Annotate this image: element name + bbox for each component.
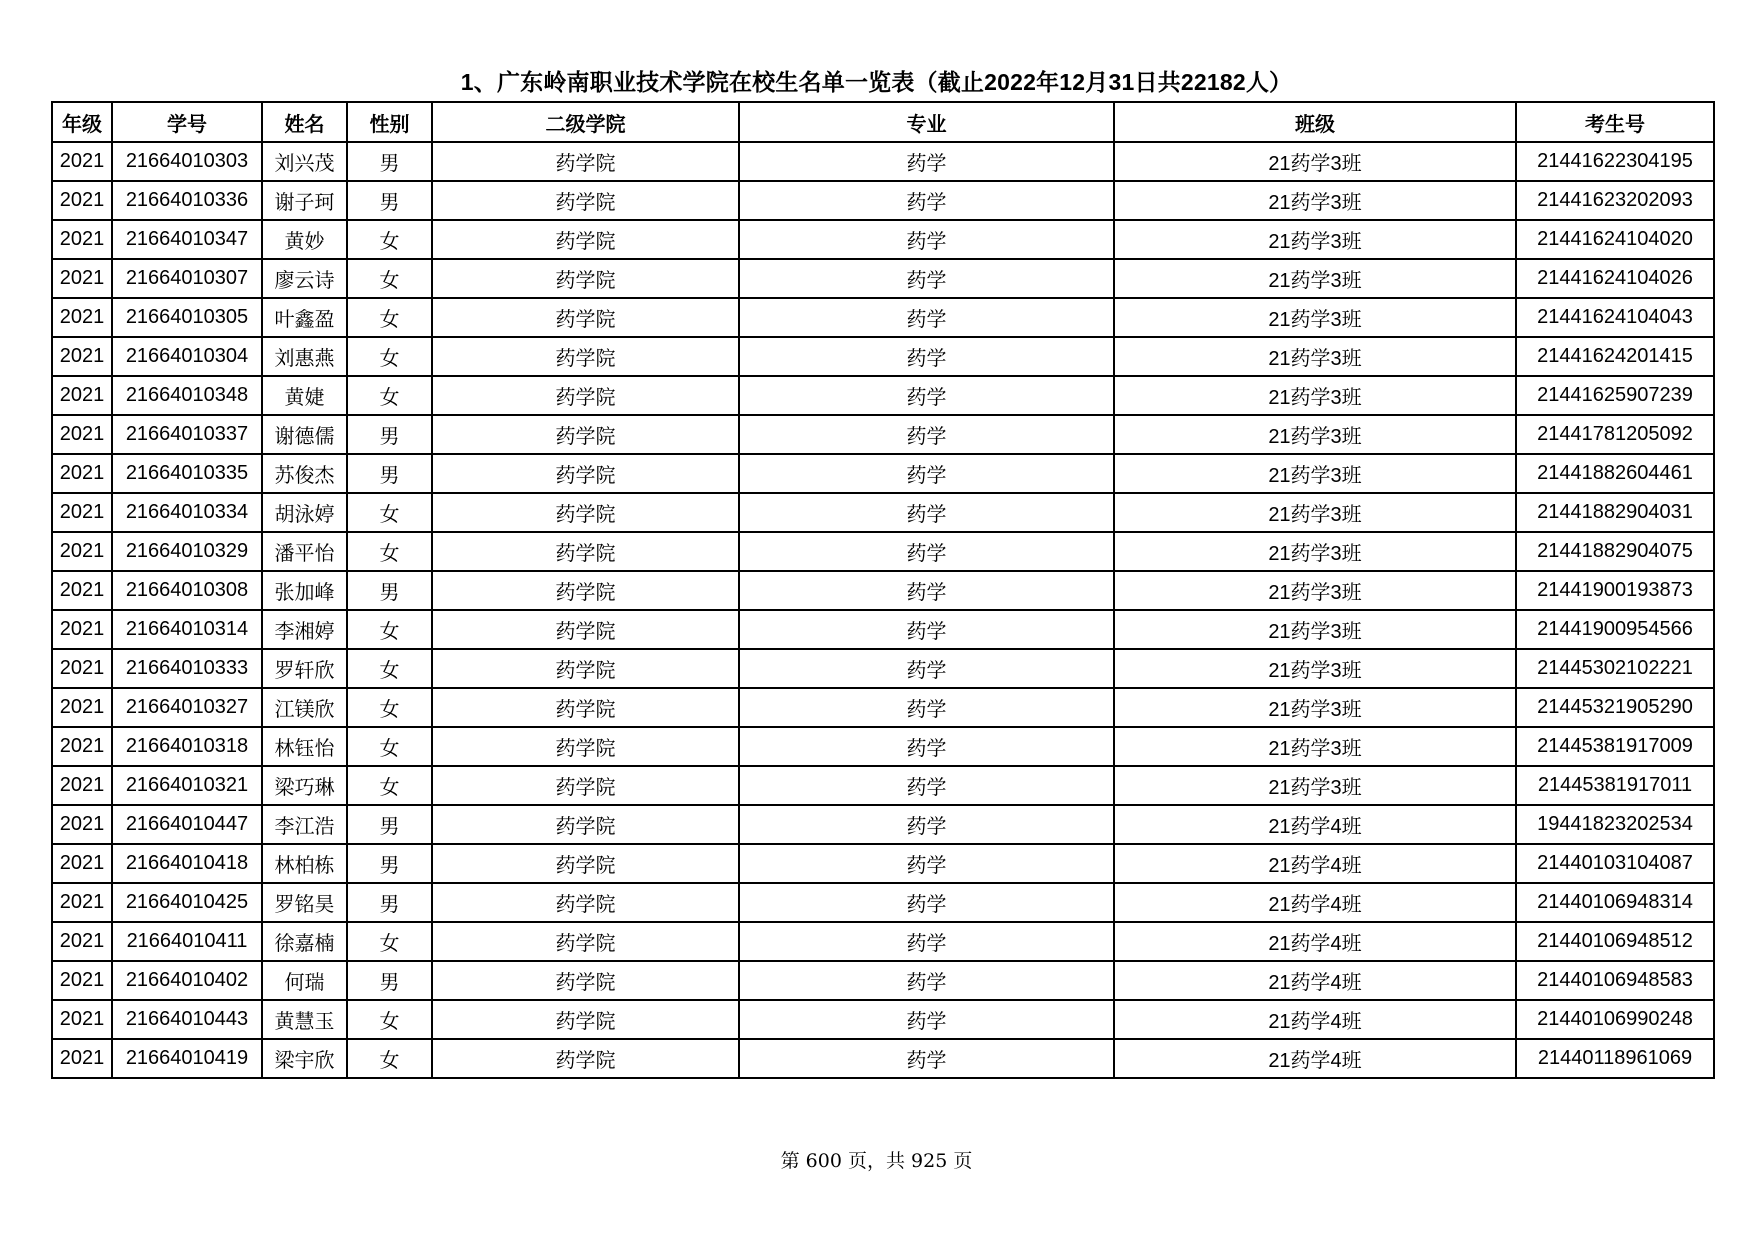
major-cell: 药学 (739, 415, 1114, 454)
college-cell: 药学院 (432, 220, 739, 259)
gender-cell: 女 (347, 1000, 432, 1039)
exam-number-cell: 21445321905290 (1516, 688, 1714, 727)
exam-number-cell: 21441624104026 (1516, 259, 1714, 298)
name-cell: 谢子珂 (262, 181, 347, 220)
exam-number-cell: 21440106948512 (1516, 922, 1714, 961)
gender-cell: 男 (347, 961, 432, 1000)
table-row (52, 688, 1714, 727)
class-cell: 21药学4班 (1114, 922, 1516, 961)
exam-number-cell: 21441623202093 (1516, 181, 1714, 220)
class-cell: 21药学3班 (1114, 610, 1516, 649)
grade-cell: 2021 (52, 493, 112, 532)
student-id-cell: 21664010303 (112, 142, 262, 181)
college-cell: 药学院 (432, 571, 739, 610)
college-cell: 药学院 (432, 454, 739, 493)
gender-cell: 女 (347, 766, 432, 805)
gender-cell: 女 (347, 922, 432, 961)
college-cell: 药学院 (432, 142, 739, 181)
name-cell: 胡泳婷 (262, 493, 347, 532)
name-cell: 刘惠燕 (262, 337, 347, 376)
grade-cell: 2021 (52, 142, 112, 181)
exam-number-cell: 19441823202534 (1516, 805, 1714, 844)
table-row (52, 844, 1714, 883)
name-cell: 何瑞 (262, 961, 347, 1000)
college-cell: 药学院 (432, 883, 739, 922)
student-id-cell: 21664010337 (112, 415, 262, 454)
header-class: 班级 (1114, 102, 1516, 142)
major-cell: 药学 (739, 571, 1114, 610)
student-id-cell: 21664010329 (112, 532, 262, 571)
gender-cell: 男 (347, 181, 432, 220)
exam-number-cell: 21441882904075 (1516, 532, 1714, 571)
document-title: 1、广东岭南职业技术学院在校生名单一览表（截止2022年12月31日共22182人） (460, 69, 1293, 95)
grade-cell: 2021 (52, 922, 112, 961)
class-cell: 21药学3班 (1114, 493, 1516, 532)
class-cell: 21药学4班 (1114, 1039, 1516, 1078)
college-cell: 药学院 (432, 922, 739, 961)
grade-cell: 2021 (52, 415, 112, 454)
grade-cell: 2021 (52, 532, 112, 571)
gender-cell: 女 (347, 688, 432, 727)
gender-cell: 女 (347, 376, 432, 415)
header-grade: 年级 (52, 102, 112, 142)
class-cell: 21药学3班 (1114, 727, 1516, 766)
major-cell: 药学 (739, 688, 1114, 727)
name-cell: 刘兴茂 (262, 142, 347, 181)
exam-number-cell: 21441624104020 (1516, 220, 1714, 259)
grade-cell: 2021 (52, 883, 112, 922)
gender-cell: 男 (347, 142, 432, 181)
major-cell: 药学 (739, 181, 1114, 220)
table-row (52, 181, 1714, 220)
student-id-cell: 21664010314 (112, 610, 262, 649)
gender-cell: 女 (347, 727, 432, 766)
major-cell: 药学 (739, 922, 1114, 961)
gender-cell: 男 (347, 844, 432, 883)
student-id-cell: 21664010335 (112, 454, 262, 493)
grade-cell: 2021 (52, 220, 112, 259)
name-cell: 潘平怡 (262, 532, 347, 571)
gender-cell: 男 (347, 805, 432, 844)
exam-number-cell: 21440118961069 (1516, 1039, 1714, 1078)
student-id-cell: 21664010321 (112, 766, 262, 805)
exam-number-cell: 21441882904031 (1516, 493, 1714, 532)
exam-number-cell: 21441625907239 (1516, 376, 1714, 415)
grade-cell: 2021 (52, 961, 112, 1000)
table-row (52, 805, 1714, 844)
student-id-cell: 21664010418 (112, 844, 262, 883)
table-row (52, 1039, 1714, 1078)
header-student-id: 学号 (112, 102, 262, 142)
major-cell: 药学 (739, 649, 1114, 688)
name-cell: 李湘婷 (262, 610, 347, 649)
major-cell: 药学 (739, 298, 1114, 337)
class-cell: 21药学3班 (1114, 688, 1516, 727)
student-id-cell: 21664010348 (112, 376, 262, 415)
gender-cell: 女 (347, 610, 432, 649)
grade-cell: 2021 (52, 766, 112, 805)
student-id-cell: 21664010318 (112, 727, 262, 766)
grade-cell: 2021 (52, 649, 112, 688)
grade-cell: 2021 (52, 1039, 112, 1078)
header-college: 二级学院 (432, 102, 739, 142)
class-cell: 21药学4班 (1114, 1000, 1516, 1039)
exam-number-cell: 21440103104087 (1516, 844, 1714, 883)
exam-number-cell: 21441900954566 (1516, 610, 1714, 649)
class-cell: 21药学3班 (1114, 649, 1516, 688)
grade-cell: 2021 (52, 805, 112, 844)
major-cell: 药学 (739, 259, 1114, 298)
class-cell: 21药学4班 (1114, 805, 1516, 844)
college-cell: 药学院 (432, 766, 739, 805)
class-cell: 21药学3班 (1114, 532, 1516, 571)
name-cell: 梁宇欣 (262, 1039, 347, 1078)
table-row (52, 649, 1714, 688)
grade-cell: 2021 (52, 259, 112, 298)
college-cell: 药学院 (432, 337, 739, 376)
page-footer: 第 600 页，共 925 页 (780, 1150, 973, 1172)
college-cell: 药学院 (432, 610, 739, 649)
class-cell: 21药学3班 (1114, 337, 1516, 376)
grade-cell: 2021 (52, 844, 112, 883)
class-cell: 21药学4班 (1114, 883, 1516, 922)
gender-cell: 男 (347, 883, 432, 922)
class-cell: 21药学4班 (1114, 844, 1516, 883)
major-cell: 药学 (739, 883, 1114, 922)
student-id-cell: 21664010411 (112, 922, 262, 961)
name-cell: 林钰怡 (262, 727, 347, 766)
table-row (52, 493, 1714, 532)
college-cell: 药学院 (432, 1039, 739, 1078)
student-roster-table (51, 101, 1715, 1079)
college-cell: 药学院 (432, 805, 739, 844)
name-cell: 罗轩欣 (262, 649, 347, 688)
name-cell: 李江浩 (262, 805, 347, 844)
class-cell: 21药学3班 (1114, 259, 1516, 298)
exam-number-cell: 21440106948583 (1516, 961, 1714, 1000)
table-row (52, 415, 1714, 454)
major-cell: 药学 (739, 337, 1114, 376)
grade-cell: 2021 (52, 1000, 112, 1039)
grade-cell: 2021 (52, 571, 112, 610)
grade-cell: 2021 (52, 376, 112, 415)
grade-cell: 2021 (52, 337, 112, 376)
exam-number-cell: 21445302102221 (1516, 649, 1714, 688)
exam-number-cell: 21441622304195 (1516, 142, 1714, 181)
table-row (52, 532, 1714, 571)
gender-cell: 女 (347, 493, 432, 532)
college-cell: 药学院 (432, 727, 739, 766)
gender-cell: 女 (347, 259, 432, 298)
major-cell: 药学 (739, 454, 1114, 493)
table-row (52, 922, 1714, 961)
header-name: 姓名 (262, 102, 347, 142)
student-id-cell: 21664010305 (112, 298, 262, 337)
student-id-cell: 21664010419 (112, 1039, 262, 1078)
name-cell: 廖云诗 (262, 259, 347, 298)
college-cell: 药学院 (432, 532, 739, 571)
major-cell: 药学 (739, 532, 1114, 571)
class-cell: 21药学3班 (1114, 181, 1516, 220)
name-cell: 梁巧琳 (262, 766, 347, 805)
name-cell: 黄慧玉 (262, 1000, 347, 1039)
table-row (52, 727, 1714, 766)
college-cell: 药学院 (432, 181, 739, 220)
major-cell: 药学 (739, 961, 1114, 1000)
exam-number-cell: 21440106990248 (1516, 1000, 1714, 1039)
gender-cell: 女 (347, 298, 432, 337)
college-cell: 药学院 (432, 298, 739, 337)
class-cell: 21药学3班 (1114, 220, 1516, 259)
grade-cell: 2021 (52, 688, 112, 727)
table-row (52, 298, 1714, 337)
class-cell: 21药学4班 (1114, 961, 1516, 1000)
gender-cell: 女 (347, 220, 432, 259)
table-row (52, 610, 1714, 649)
college-cell: 药学院 (432, 961, 739, 1000)
exam-number-cell: 21445381917009 (1516, 727, 1714, 766)
table-row (52, 454, 1714, 493)
name-cell: 黄婕 (262, 376, 347, 415)
college-cell: 药学院 (432, 376, 739, 415)
exam-number-cell: 21445381917011 (1516, 766, 1714, 805)
exam-number-cell: 21441624201415 (1516, 337, 1714, 376)
student-id-cell: 21664010425 (112, 883, 262, 922)
major-cell: 药学 (739, 805, 1114, 844)
name-cell: 谢德儒 (262, 415, 347, 454)
name-cell: 叶鑫盈 (262, 298, 347, 337)
exam-number-cell: 21441882604461 (1516, 454, 1714, 493)
table-row (52, 766, 1714, 805)
major-cell: 药学 (739, 766, 1114, 805)
major-cell: 药学 (739, 610, 1114, 649)
exam-number-cell: 21440106948314 (1516, 883, 1714, 922)
header-exam-number: 考生号 (1516, 102, 1714, 142)
table-row (52, 961, 1714, 1000)
name-cell: 黄妙 (262, 220, 347, 259)
gender-cell: 女 (347, 532, 432, 571)
student-id-cell: 21664010443 (112, 1000, 262, 1039)
class-cell: 21药学3班 (1114, 454, 1516, 493)
exam-number-cell: 21441781205092 (1516, 415, 1714, 454)
major-cell: 药学 (739, 142, 1114, 181)
gender-cell: 男 (347, 454, 432, 493)
college-cell: 药学院 (432, 649, 739, 688)
student-id-cell: 21664010307 (112, 259, 262, 298)
student-id-cell: 21664010336 (112, 181, 262, 220)
exam-number-cell: 21441624104043 (1516, 298, 1714, 337)
student-id-cell: 21664010333 (112, 649, 262, 688)
student-id-cell: 21664010402 (112, 961, 262, 1000)
college-cell: 药学院 (432, 259, 739, 298)
student-id-cell: 21664010308 (112, 571, 262, 610)
gender-cell: 女 (347, 337, 432, 376)
name-cell: 苏俊杰 (262, 454, 347, 493)
grade-cell: 2021 (52, 454, 112, 493)
table-row (52, 220, 1714, 259)
major-cell: 药学 (739, 1000, 1114, 1039)
major-cell: 药学 (739, 376, 1114, 415)
gender-cell: 女 (347, 649, 432, 688)
gender-cell: 男 (347, 415, 432, 454)
major-cell: 药学 (739, 727, 1114, 766)
exam-number-cell: 21441900193873 (1516, 571, 1714, 610)
table-header-row (52, 102, 1714, 142)
student-id-cell: 21664010447 (112, 805, 262, 844)
grade-cell: 2021 (52, 298, 112, 337)
class-cell: 21药学3班 (1114, 766, 1516, 805)
student-id-cell: 21664010347 (112, 220, 262, 259)
college-cell: 药学院 (432, 844, 739, 883)
table-row (52, 142, 1714, 181)
student-id-cell: 21664010334 (112, 493, 262, 532)
name-cell: 江镁欣 (262, 688, 347, 727)
name-cell: 徐嘉楠 (262, 922, 347, 961)
header-major: 专业 (739, 102, 1114, 142)
table-row (52, 571, 1714, 610)
major-cell: 药学 (739, 220, 1114, 259)
grade-cell: 2021 (52, 727, 112, 766)
table-row (52, 1000, 1714, 1039)
table-row (52, 337, 1714, 376)
class-cell: 21药学3班 (1114, 415, 1516, 454)
class-cell: 21药学3班 (1114, 571, 1516, 610)
college-cell: 药学院 (432, 493, 739, 532)
gender-cell: 女 (347, 1039, 432, 1078)
gender-cell: 男 (347, 571, 432, 610)
grade-cell: 2021 (52, 610, 112, 649)
major-cell: 药学 (739, 493, 1114, 532)
name-cell: 罗铭昊 (262, 883, 347, 922)
class-cell: 21药学3班 (1114, 142, 1516, 181)
grade-cell: 2021 (52, 181, 112, 220)
table-body (52, 142, 1714, 1078)
table-row (52, 883, 1714, 922)
class-cell: 21药学3班 (1114, 298, 1516, 337)
name-cell: 林柏栋 (262, 844, 347, 883)
student-id-cell: 21664010327 (112, 688, 262, 727)
table-row (52, 376, 1714, 415)
college-cell: 药学院 (432, 415, 739, 454)
header-gender: 性别 (347, 102, 432, 142)
table-row (52, 259, 1714, 298)
major-cell: 药学 (739, 1039, 1114, 1078)
college-cell: 药学院 (432, 1000, 739, 1039)
major-cell: 药学 (739, 844, 1114, 883)
college-cell: 药学院 (432, 688, 739, 727)
student-id-cell: 21664010304 (112, 337, 262, 376)
name-cell: 张加峰 (262, 571, 347, 610)
class-cell: 21药学3班 (1114, 376, 1516, 415)
